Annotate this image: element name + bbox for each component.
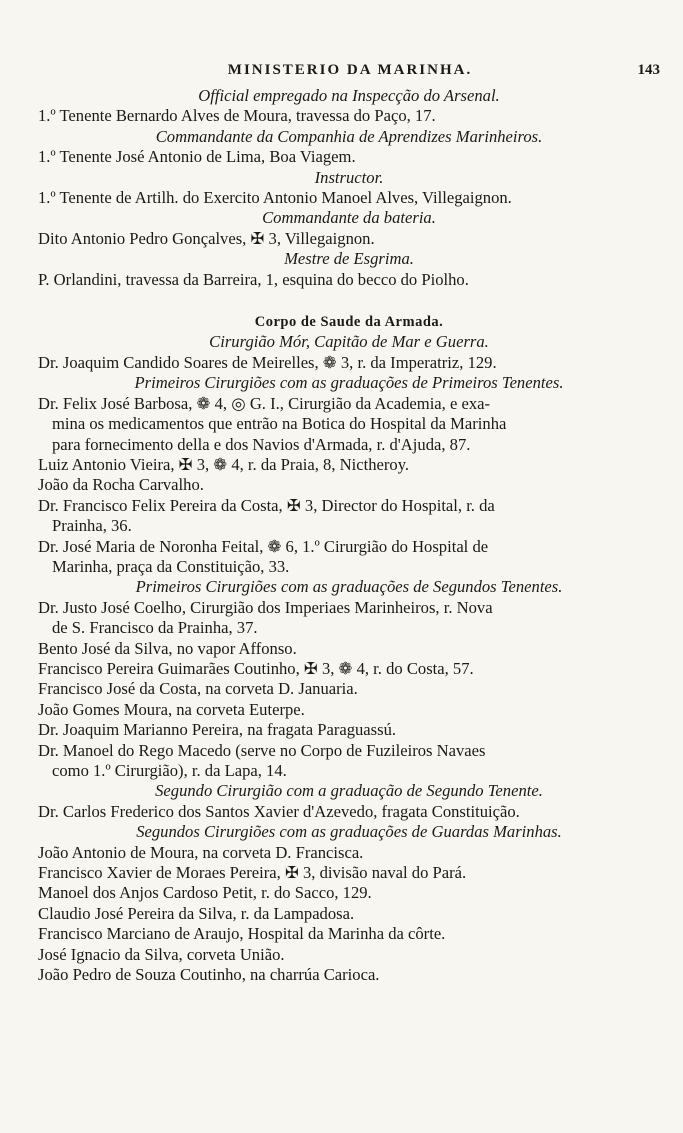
entry-continuation: Marinha, praça da Constituição, 33. bbox=[52, 556, 290, 576]
entry-line: Dr. Joaquim Candido Soares de Meirelles, ❁ 3, r. da Imperatriz, 129. bbox=[38, 352, 497, 372]
entry-line: Luiz Antonio Vieira, ✠ 3, ❁ 4, r. da Praia, 8, Nictheroy. bbox=[38, 454, 410, 474]
entry-line: João da Rocha Carvalho. bbox=[38, 475, 204, 495]
entry-line: Dr. Manoel do Rego Macedo (serve no Corpo de Fuzileiros Navaes bbox=[38, 740, 486, 760]
page-header bbox=[40, 62, 660, 82]
section-subheading: Official empregado na Inspecção do Arsenal. bbox=[198, 86, 500, 105]
entry-line: Dr. José Maria de Noronha Feital, ❁ 6, 1.º Cirurgião do Hospital de bbox=[38, 536, 489, 556]
entry-line: P. Orlandini, travessa da Barreira, 1, esquina do becco do Piolho. bbox=[38, 269, 469, 289]
entry-line: Francisco Xavier de Moraes Pereira, ✠ 3, divisão naval do Pará. bbox=[38, 863, 467, 883]
section-subheading: Primeiros Cirurgiões com as graduações de Primeiros Tenentes. bbox=[134, 373, 564, 393]
entry-line: João Gomes Moura, na corveta Euterpe. bbox=[38, 699, 305, 719]
entry-line: 1.º Tenente de Artilh. do Exercito Antonio Manoel Alves, Villegaignon. bbox=[38, 188, 512, 208]
section-title: Corpo de Saude da Armada. bbox=[254, 314, 444, 331]
entry-continuation: de S. Francisco da Prainha, 37. bbox=[52, 618, 258, 638]
entry-line: Dito Antonio Pedro Gonçalves, ✠ 3, Villegaignon. bbox=[38, 228, 375, 248]
page-body bbox=[38, 86, 660, 985]
entry-line: Dr. Felix José Barbosa, ❁ 4, ◎ G. I., Cirurgião da Academia, e exa- bbox=[38, 393, 491, 413]
entry-line: João Antonio de Moura, na corveta D. Francisca. bbox=[38, 842, 364, 862]
entry-line: 1.º Tenente José Antonio de Lima, Boa Viagem. bbox=[38, 147, 356, 167]
section-subheading: Segundos Cirurgiões com as graduações de Guardas Marinhas. bbox=[136, 822, 562, 842]
entry-line: Manoel dos Anjos Cardoso Petit, r. do Sacco, 129. bbox=[38, 883, 372, 903]
section-subheading: Primeiros Cirurgiões com as graduações de Segundos Tenentes. bbox=[135, 577, 563, 597]
section-spacer bbox=[38, 290, 660, 312]
entry-continuation: para fornecimento della e dos Navios d'Armada, r. d'Ajuda, 87. bbox=[52, 434, 471, 454]
entry-line: Bento José da Silva, no vapor Affonso. bbox=[38, 638, 297, 658]
entry-line: Claudio José Pereira da Silva, r. da Lampadosa. bbox=[38, 903, 355, 923]
entry-continuation: Prainha, 36. bbox=[52, 516, 132, 536]
section-subheading: Commandante da Companhia de Aprendizes Marinheiros. bbox=[155, 126, 543, 146]
entry-line: José Ignacio da Silva, corveta União. bbox=[38, 944, 285, 964]
section-subheading: Mestre de Esgrima. bbox=[284, 249, 414, 269]
entry-line: Francisco Marciano de Araujo, Hospital da Marinha da côrte. bbox=[38, 924, 446, 944]
section-subheading: Instructor. bbox=[314, 167, 384, 187]
section-subheading: Segundo Cirurgião com a graduação de Segundo Tenente. bbox=[155, 781, 543, 801]
entry-line: Dr. Carlos Frederico dos Santos Xavier d'Azevedo, fragata Constituição. bbox=[38, 801, 520, 821]
entry-continuation: como 1.º Cirurgião), r. da Lapa, 14. bbox=[52, 761, 287, 780]
page-number: 143 bbox=[637, 62, 660, 78]
section-subheading: Commandante da bateria. bbox=[262, 208, 436, 228]
running-title: MINISTERIO DA MARINHA. bbox=[227, 62, 473, 78]
entry-line: Francisco Pereira Guimarães Coutinho, ✠ 3, ❁ 4, r. do Costa, 57. bbox=[38, 658, 474, 678]
entry-line: João Pedro de Souza Coutinho, na charrúa Carioca. bbox=[38, 965, 380, 985]
entry-line: 1.º Tenente Bernardo Alves de Moura, travessa do Paço, 17. bbox=[38, 106, 436, 126]
entry-line: Dr. Joaquim Marianno Pereira, na fragata Paraguassú. bbox=[38, 720, 397, 740]
entry-continuation: mina os medicamentos que entrão na Botica do Hospital da Marinha bbox=[52, 414, 507, 434]
entry-line: Francisco José da Costa, na corveta D. Januaria. bbox=[38, 679, 358, 699]
entry-line: Dr. Justo José Coelho, Cirurgião dos Imperiaes Marinheiros, r. Nova bbox=[38, 597, 493, 617]
section-subheading: Cirurgião Mór, Capitão de Mar e Guerra. bbox=[209, 332, 489, 352]
entry-line: Dr. Francisco Felix Pereira da Costa, ✠ 3, Director do Hospital, r. da bbox=[38, 495, 495, 515]
